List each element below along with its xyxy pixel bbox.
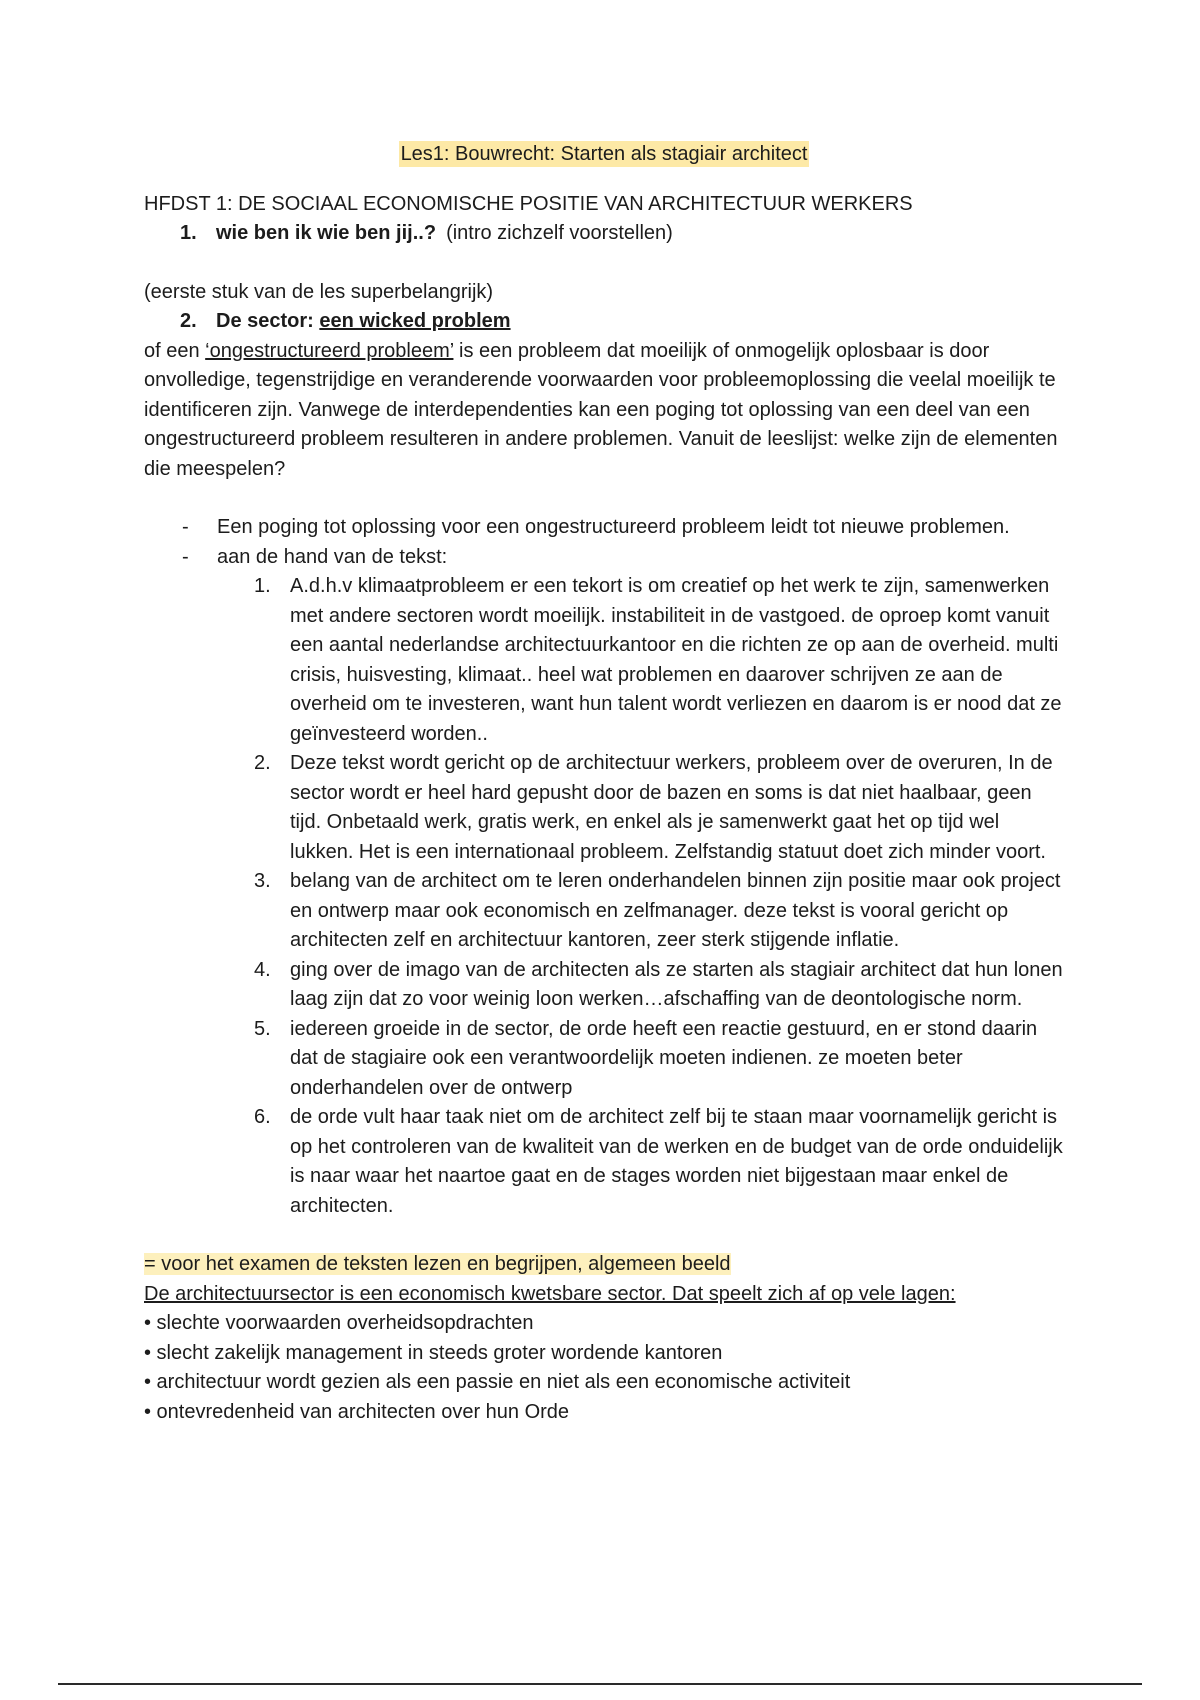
dash-item-text: Een poging tot oplossing voor een ongestructureerd probleem leidt tot nieuwe problemen. xyxy=(217,516,1010,538)
text-point xyxy=(144,956,1064,1015)
sector-statement: De architectuursector is een economisch kwetsbare sector. Dat speelt zich af op vele lagen: xyxy=(144,1282,956,1305)
dash-item-text: aan de hand van de tekst: xyxy=(217,545,448,568)
definition-rest: is een probleem dat moeilijk of onmogelijk oplosbaar is door onvolledige, tegenstrijdige en veranderende voorwaarden voor probleemoplossing die veelal moeilijk te identificeren zijn. Vanwege de interdependenties kan een poging tot oplossing van een deel van een ongestructureerd probleem resulteren in andere problemen. Vanuit de leeslijst: welke zijn de elementen die meespelen? xyxy=(144,339,1058,480)
section-1-note: (intro zichzelf voorstellen) xyxy=(446,222,673,244)
exam-note-line xyxy=(144,1250,1064,1280)
text-point-text: A.d.h.v klimaatprobleem er een tekort is om creatief op het werk te zijn, samenwerken met andere sectoren wordt moeilijk. instabiliteit in de vastgoed. de oproep komt vanuit een aantal nederlandse architectuurkantoor en die richten ze op aan de overheid. multi crisis, huisvesting, klimaat.. heel wat problemen en daarover schrijven ze aan de overheid om te investeren, want hun talent wordt verliezen en daarom is er nood dat ze geïnvesteerd worden.. xyxy=(290,575,1062,745)
section-2-number: 2. xyxy=(180,310,197,332)
document-title: Les1: Bouwrecht: Starten als stagiair architect xyxy=(400,143,808,165)
text-point-text: de orde vult haar taak niet om de architect zelf bij te staan maar voornamelijk gericht is op het controleren van de kwaliteit van de werken en de budget van de orde onduidelijk is naar waar het naartoe gaat en de stages worden niet bijgestaan maar enkel de architecten. xyxy=(290,1106,1063,1217)
chapter-heading: HFDST 1: DE SOCIAAL ECONOMISCHE POSITIE VAN ARCHITECTUUR WERKERS xyxy=(144,192,913,215)
bullet-item: • slecht zakelijk management in steeds groter wordende kantoren xyxy=(144,1341,723,1364)
definition-term: ‘ongestructureerd probleem’ xyxy=(205,339,454,362)
dash-item xyxy=(144,543,1064,573)
section-1-heading xyxy=(144,219,1064,249)
text-point xyxy=(144,1015,1064,1104)
text-point-text: Deze tekst wordt gericht op de architectuur werkers, probleem over de overuren, In de sector wordt er heel hard gepusht door de bazen en soms is dat niet haalbaar, geen tijd. Onbetaald werk, gratis werk, en enkel als je samenwerkt gaat het op tijd wel lukken. Het is een internationaal probleem. Zelfstandig statuut doet zich minder voort. xyxy=(290,752,1053,863)
exam-note: = voor het examen de teksten lezen en begrijpen, algemeen beeld xyxy=(144,1253,731,1275)
document-page xyxy=(144,140,1064,1427)
text-point-text: ging over de imago van de architecten als ze starten als stagiair architect dat hun lonen laag zijn dat zo voor weinig loon werken…afschaffing van de deontologische norm. xyxy=(290,958,1063,1010)
dash-item xyxy=(144,513,1064,543)
text-point-text: iedereen groeide in de sector, de orde heeft een reactie gestuurd, en er stond daarin dat de stagiaire ook een verantwoordelijk moeten indienen. ze moeten beter onderhandelen over de ontwerp xyxy=(290,1017,1038,1099)
section-2-heading xyxy=(144,307,1064,337)
text-point-text: belang van de architect om te leren onderhandelen binnen zijn positie maar ook project en ontwerp maar ook economisch en zelfmanager. deze tekst is vooral gericht op architecten zelf en architectuur kantoren, zeer sterk stijgende inflatie. xyxy=(290,870,1061,951)
definition-lead: of een xyxy=(144,339,200,362)
text-point-number: 1. xyxy=(254,575,271,597)
section-2-label-underlined: een wicked problem xyxy=(319,310,511,332)
text-point xyxy=(144,867,1064,956)
section-1-label: wie ben ik wie ben jij..? xyxy=(216,222,437,244)
text-point-number: 4. xyxy=(254,958,271,981)
bottom-rule xyxy=(58,1683,1142,1685)
text-point xyxy=(144,572,1064,749)
dash-marker: - xyxy=(182,545,189,568)
text-point xyxy=(144,749,1064,867)
text-point-number: 6. xyxy=(254,1106,271,1128)
text-point-number: 2. xyxy=(254,752,271,774)
section-1-number: 1. xyxy=(180,222,197,244)
definition-paragraph xyxy=(144,337,1064,485)
text-point-number: 5. xyxy=(254,1017,271,1040)
intro-note: (eerste stuk van de les superbelangrijk) xyxy=(144,280,494,303)
dash-marker: - xyxy=(182,516,189,538)
bullet-item: • ontevredenheid van architecten over hun Orde xyxy=(144,1400,570,1423)
title-wrap xyxy=(144,140,1064,170)
text-point xyxy=(144,1103,1064,1221)
bullet-item: • slechte voorwaarden overheidsopdrachten xyxy=(144,1312,534,1334)
bullet-item: • architectuur wordt gezien als een passie en niet als een economische activiteit xyxy=(144,1371,851,1393)
text-point-number: 3. xyxy=(254,870,271,892)
section-2-label-prefix: De sector: xyxy=(216,310,320,332)
